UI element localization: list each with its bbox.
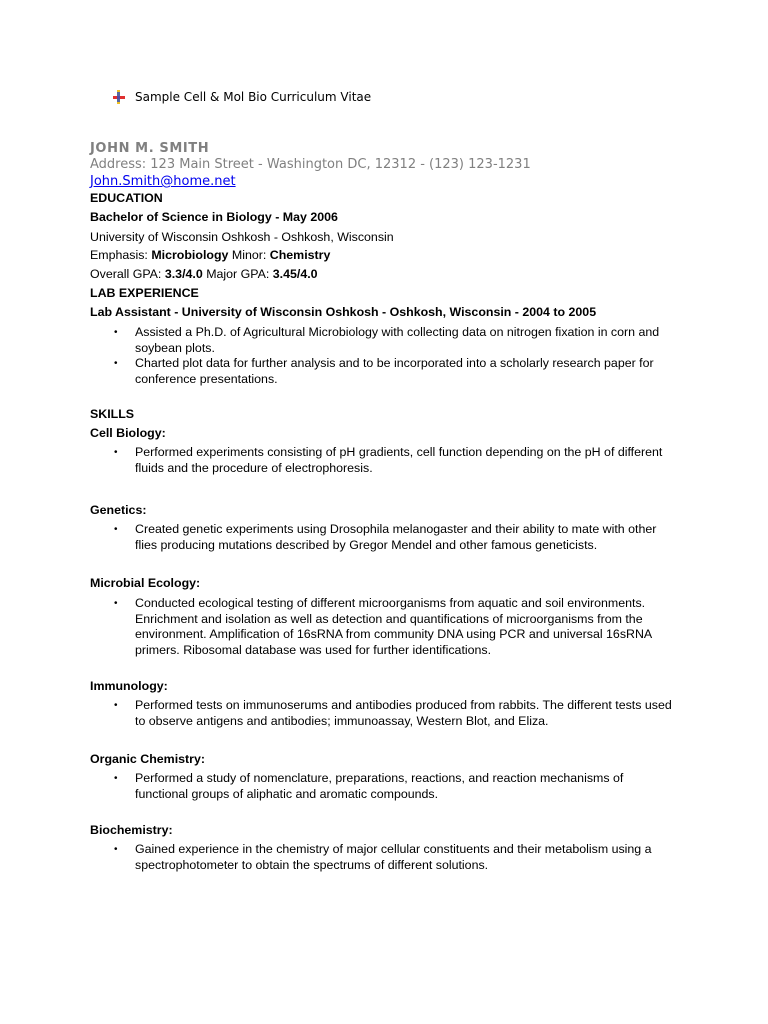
emphasis-label: Emphasis: <box>90 248 148 263</box>
list-item: • Performed tests on immunoserums and antibodies produced from rabbits. The different tests used to observe antigens and antibodies; immunoassay, Western Blot, and Eliza. <box>114 698 672 728</box>
skill-list <box>90 445 690 476</box>
skill-list <box>90 698 690 729</box>
skill-section-title: Organic Chemistry: <box>90 752 205 767</box>
minor-label: Minor: <box>231 248 267 263</box>
skill-section-title: Biochemistry: <box>90 823 173 838</box>
candidate-address: Address: 123 Main Street - Washington DC, 12312 - (123) 123-1231 <box>90 157 531 172</box>
gpa-value: 3.3/4.0 <box>164 267 203 282</box>
list-item: • Performed experiments consisting of pH gradients, cell function depending on the pH of different fluids and the procedure of electrophoresis. <box>114 445 663 475</box>
skill-list <box>90 596 690 658</box>
bullet-icon: • <box>114 844 118 856</box>
school-line: University of Wisconsin Oshkosh - Oshkosh, Wisconsin <box>90 230 394 245</box>
skills-heading: SKILLS <box>90 407 135 422</box>
skill-list <box>90 771 690 802</box>
bullet-icon: • <box>114 524 118 536</box>
cv-content <box>90 141 690 873</box>
bullet-icon: • <box>114 598 118 610</box>
bullet-icon: • <box>114 358 118 370</box>
emphasis-value: Microbiology <box>151 248 229 263</box>
skill-section-title: Cell Biology: <box>90 426 166 441</box>
list-item: • Conducted ecological testing of different microorganisms from aquatic and soil environments. Enrichment and isolation as well as detection and quantifications of microorganisms from the environment. Amplification of 16sRNA from community DNA using PCR and universal 16sRNA primers. Ribosomal database was used for further identifications. <box>114 596 652 657</box>
document-header <box>113 90 371 104</box>
bullet-arrow-icon <box>113 90 125 104</box>
skill-list <box>90 522 690 553</box>
bullet-icon: • <box>114 773 118 785</box>
list-item: • Charted plot data for further analysis and to be incorporated into a scholarly research paper for conference presentations. <box>114 356 654 386</box>
gpa-label: Overall GPA: <box>90 267 162 282</box>
bullet-icon: • <box>114 327 118 339</box>
candidate-name: JOHN M. SMITH <box>90 141 210 156</box>
skill-section-title: Microbial Ecology: <box>90 576 201 591</box>
skill-list <box>90 842 690 873</box>
lab-position: Lab Assistant - University of Wisconsin Oshkosh - Oshkosh, Wisconsin - 2004 to 2005 <box>90 305 597 320</box>
skill-section-title: Genetics: <box>90 503 147 518</box>
document-title: Sample Cell & Mol Bio Curriculum Vitae <box>135 90 372 104</box>
major-gpa-label: Major GPA: <box>206 267 270 282</box>
emphasis-line <box>90 246 690 265</box>
list-item: • Assisted a Ph.D. of Agricultural Microbiology with collecting data on nitrogen fixation in corn and soybean plots. <box>114 325 660 355</box>
degree-line: Bachelor of Science in Biology - May 2006 <box>90 210 338 225</box>
minor-value: Chemistry <box>269 248 331 263</box>
email-link[interactable]: John.Smith@home.net <box>90 174 236 189</box>
list-item: • Created genetic experiments using Drosophila melanogaster and their ability to mate with other flies producing mutations described by Gregor Mendel and other famous geneticists. <box>114 522 657 552</box>
skill-section-title: Immunology: <box>90 679 168 694</box>
list-item: • Gained experience in the chemistry of major cellular constituents and their metabolism using a spectrophotometer to obtain the spectrums of different solutions. <box>114 842 652 872</box>
lab-experience-heading: LAB EXPERIENCE <box>90 286 199 301</box>
bullet-icon: • <box>114 447 118 459</box>
gpa-line <box>90 265 690 283</box>
major-gpa-value: 3.45/4.0 <box>272 267 318 282</box>
education-heading: EDUCATION <box>90 191 163 206</box>
lab-experience-list <box>90 325 690 387</box>
bullet-icon: • <box>114 700 118 712</box>
list-item: • Performed a study of nomenclature, preparations, reactions, and reaction mechanisms of functional groups of aliphatic and aromatic compounds. <box>114 771 624 801</box>
